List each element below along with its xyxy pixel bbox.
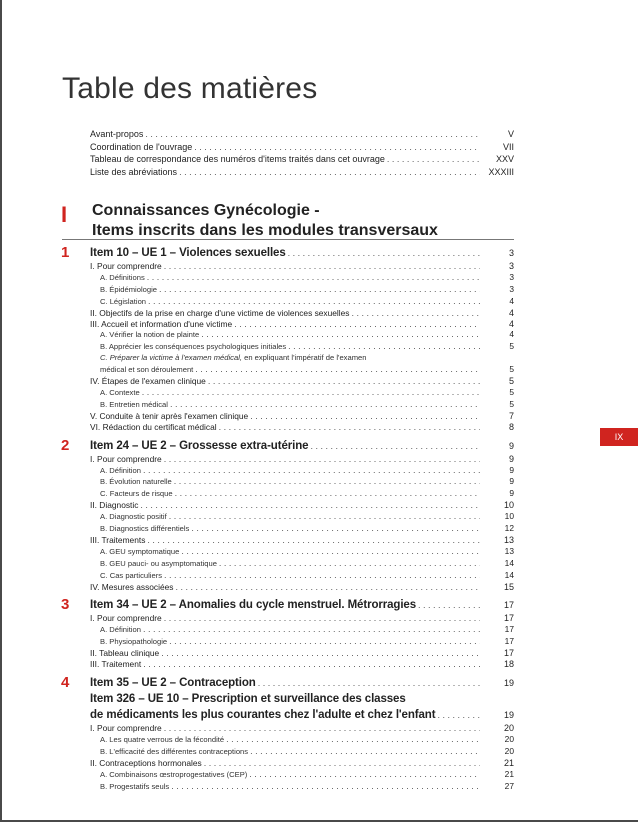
toc-entry-label: Item 10 – UE 1 – Violences sexuelles [90,247,286,259]
toc-entry-label: B. Progestatifs seuls [100,781,170,791]
toc-entry-page: XXV [495,154,514,165]
leader-dots [191,523,480,534]
toc-entry-label: A. Vérifier la notion de plainte [100,330,200,340]
toc-entry-continued [90,353,514,364]
toc-entry[interactable] [90,364,514,376]
toc-entry[interactable] [90,454,514,465]
leader-dots [195,364,480,375]
toc-entry[interactable] [90,296,514,308]
toc-entry-label: III. Traitements [90,534,146,545]
toc-entry-page: 18 [503,659,514,670]
toc-entry-page: 13 [503,534,514,545]
leader-dots [234,319,480,330]
toc-sections [61,244,514,797]
toc-entry-label: II. Tableau clinique [90,648,160,659]
toc-entry-label: Tableau de correspondance des numéros d'items traités dans cet ouvrage [90,154,385,165]
toc-entry-page: 20 [503,723,514,733]
toc-entry-label: A. Diagnostic positif [100,512,167,522]
toc-entry[interactable] [90,308,514,319]
toc-entry-page: 21 [504,768,514,779]
leader-dots [164,613,480,624]
toc-entry-label: Avant-propos [90,129,144,139]
toc-entry-label: B. Diagnostics différentiels [100,524,190,534]
toc-entry-page: 4 [508,307,514,318]
toc-entry-page: 5 [509,386,514,397]
toc-entry-label: III. Accueil et information d'une victime [90,318,233,329]
toc-entry-label: B. GEU pauci- ou asymptomatique [100,558,217,568]
toc-entry-page: 7 [508,410,514,421]
leader-dots [175,582,480,593]
section-gap [90,792,514,797]
toc-entry[interactable] [90,319,514,330]
toc-entry-page: 3 [508,261,514,271]
toc-entry[interactable] [90,153,514,166]
leader-dots [250,411,480,422]
section-number: 3 [61,596,70,614]
part-title-line1: Connaissances Gynécologie - [92,202,320,219]
toc-entry[interactable] [90,166,514,179]
section-number: 4 [61,674,70,691]
toc-entry-label: Item 24 – UE 2 – Grossesse extra-utérine [90,439,309,452]
toc-entry-label: de médicaments les plus courantes chez l'adulte et chez l'enfant [90,709,436,721]
toc-entry-label: A. Définition [100,465,141,475]
leader-dots [179,166,480,179]
section-number: 2 [61,436,70,454]
leader-dots [194,141,480,154]
leader-dots [169,636,480,647]
toc-entry-page: 9 [509,476,514,487]
leader-dots [418,597,480,613]
leader-dots [250,746,480,757]
leader-dots [310,438,480,454]
part-title-rule [62,239,514,240]
toc-section [61,674,514,792]
toc-entry-page: 21 [503,757,514,768]
toc-entry[interactable] [90,624,514,636]
toc-entry[interactable] [90,465,514,477]
toc-entry-label: B. L'efficacité des différentes contraceptions [100,746,249,756]
toc-entry-page: 9 [509,464,514,475]
toc-entry-page: 4 [509,329,514,340]
part-title-line2: Items inscrits dans les modules transversaux [92,222,438,239]
leader-dots [143,465,480,476]
toc-entry-label: VI. Rédaction du certificat médical [90,421,217,432]
leader-dots [147,272,480,283]
toc-entry-page: XXXIII [488,166,514,177]
toc-entry[interactable] [90,535,514,546]
toc-entry-label: II. Diagnostic [90,500,139,511]
page-number-tab: IX [600,428,638,446]
toc-entry[interactable] [90,261,514,272]
section-number: 1 [61,244,70,261]
toc-entry[interactable] [90,341,514,353]
toc-entry[interactable] [90,245,514,261]
leader-dots [169,511,480,522]
toc-entry[interactable] [90,707,514,723]
toc-entry-page: 4 [508,318,514,329]
toc-entry-label: A. Définitions [100,272,145,282]
toc-entry[interactable] [90,659,514,670]
leader-dots [161,648,480,659]
leader-dots [159,284,480,295]
toc-entry-label: A. Contexte [100,387,140,397]
leader-dots [204,758,480,769]
leader-dots [147,535,480,546]
toc-entry-page: 5 [509,341,514,352]
leader-dots [164,723,480,734]
toc-entry-page: 14 [504,569,514,580]
toc-entry-label: C. Cas particuliers [100,570,163,580]
toc-entry-label: I. Pour comprendre [90,261,162,271]
toc-entry[interactable] [90,387,514,399]
leader-dots [387,153,480,166]
toc-entry[interactable] [90,476,514,488]
toc-entry[interactable] [90,329,514,341]
toc-entry-page: 9 [508,440,514,451]
toc-entry-page: 17 [504,624,514,635]
toc-entry[interactable] [90,769,514,781]
leader-dots [208,376,480,387]
toc-entry-page: 3 [509,283,514,294]
toc-entry[interactable] [90,399,514,411]
toc-entry-label: III. Traitement [90,659,142,670]
toc-entry-page: 17 [503,613,514,624]
leader-dots [219,422,480,433]
toc-entry-label: Item 35 – UE 2 – Contraception [90,677,256,689]
toc-entry[interactable] [90,648,514,659]
toc-entry[interactable] [90,582,514,593]
toc-entry-page: 4 [509,295,514,306]
leader-dots [226,734,480,745]
toc-entry-page: 10 [504,511,514,522]
leader-dots [288,245,480,261]
toc-entry-page: 17 [503,600,514,611]
leader-dots [170,399,480,410]
toc-entry-label: Coordination de l'ouvrage [90,141,193,152]
leader-dots [164,454,480,465]
toc-entry[interactable] [90,141,514,154]
toc-entry-label: B. Physiopathologie [100,637,168,647]
page-title: Table des matières [62,72,318,105]
toc-entry-label: V. Conduite à tenir après l'examen clinique [90,410,249,421]
toc-entry[interactable] [90,636,514,648]
toc-entry-label: A. Les quatre verrous de la fécondité [100,734,225,744]
toc-entry[interactable] [90,411,514,422]
leader-dots [143,659,480,670]
toc-entry[interactable] [90,488,514,500]
leader-dots [175,488,480,499]
toc-entry[interactable] [90,523,514,535]
toc-entry[interactable] [90,422,514,433]
toc-entry-page: 9 [508,453,514,464]
toc-entry-label: Item 34 – UE 2 – Anomalies du cycle menstruel. Métrorragies [90,599,417,612]
toc-entry-emphasis: C. Préparer la victime à l'examen médical, [100,353,242,363]
toc-entry[interactable] [90,376,514,387]
toc-entry[interactable] [90,746,514,758]
leader-dots [201,329,480,340]
toc-entry[interactable] [90,546,514,558]
toc-entry-label: II. Contraceptions hormonales [90,757,202,768]
leader-dots [143,624,480,635]
leader-dots [140,500,480,511]
toc-entry[interactable] [90,558,514,570]
toc-entry-page: 19 [503,710,514,720]
toc-entry-page: 20 [504,745,514,756]
toc-entry-page: 3 [509,271,514,282]
toc-entry-page: 15 [503,581,514,592]
leader-dots [437,707,480,723]
toc-entry-label: IV. Étapes de l'examen clinique [90,376,206,387]
leader-dots [174,476,480,487]
toc-entry[interactable] [90,500,514,511]
toc-entry-label: I. Pour comprendre [90,723,162,733]
leader-dots [164,261,480,272]
toc-entry[interactable] [90,128,514,141]
toc-entry-label: I. Pour comprendre [90,613,162,624]
toc-entry-page: 27 [504,780,514,791]
front-matter-list [90,128,514,178]
toc-entry-page: V [507,129,514,139]
toc-entry[interactable] [90,734,514,746]
leader-dots [288,341,480,352]
part-title [92,201,438,241]
toc-entry-label: A. GEU symptomatique [100,546,180,556]
toc-entry-page: 17 [504,636,514,647]
toc-entry-label: B. Entretien médical [100,399,168,409]
toc-entry-rest: en expliquant l'impératif de l'examen [242,353,367,363]
toc-entry-label: A. Combinaisons œstroprogestatives (CEP) [100,769,248,779]
toc-entry-label: médical et son déroulement [100,365,194,375]
leader-dots [249,769,480,780]
part-number: I [61,202,68,227]
leader-dots [181,546,480,557]
leader-dots [142,387,480,398]
toc-entry[interactable] [90,438,514,454]
toc-section [61,596,514,670]
toc-entry-label: C. Législation [100,296,147,306]
leader-dots [164,570,480,581]
leader-dots [352,308,481,319]
toc-entry[interactable] [90,272,514,284]
toc-entry-page: 5 [509,364,514,375]
toc-entry-label: Liste des abréviations [90,166,178,177]
toc-entry-page: 9 [509,488,514,499]
toc-entry[interactable] [90,570,514,582]
leader-dots [145,128,480,141]
toc-entry-page: 3 [508,248,514,258]
toc-entry-page: 5 [508,376,514,387]
leader-dots [171,781,480,792]
toc-entry-label: IV. Mesures associées [90,581,174,592]
page-left-border [0,0,2,822]
toc-entry-label: C. Facteurs de risque [100,489,173,499]
leader-dots [258,675,480,691]
toc-entry[interactable] [90,691,514,707]
toc-entry-page: 5 [509,398,514,409]
toc-entry-label: B. Évolution naturelle [100,477,172,487]
toc-entry-page: 12 [504,523,514,534]
toc-entry-label: B. Épidémiologie [100,284,157,294]
toc-entry-page: 17 [503,648,514,659]
toc-entry[interactable] [90,781,514,793]
toc-entry-page: VII [502,141,514,152]
leader-dots [219,558,480,569]
toc-entry-page: 20 [504,733,514,744]
toc-entry-label: A. Définition [100,625,141,635]
toc-entry[interactable] [90,613,514,624]
toc-entry-page: 10 [503,500,514,511]
leader-dots [148,296,480,307]
toc-entry-page: 19 [503,678,514,688]
toc-entry[interactable] [90,597,514,613]
toc-section [61,244,514,433]
toc-entry-page: 14 [504,557,514,568]
toc-entry[interactable] [90,675,514,691]
toc-entry-page: 13 [504,545,514,556]
toc-entry-label: B. Apprécier les conséquences psychologiques initiales [100,342,287,352]
toc-entry[interactable] [90,511,514,523]
toc-entry-label: Item 326 – UE 10 – Prescription et surveillance des classes [90,693,406,705]
toc-entry-page: 8 [508,421,514,432]
toc-entry[interactable] [90,723,514,734]
toc-entry-label: I. Pour comprendre [90,453,162,464]
toc-entry-label: II. Objectifs de la prise en charge d'une victime de violences sexuelles [90,307,350,318]
toc-entry[interactable] [90,758,514,769]
toc-entry[interactable] [90,284,514,296]
toc-section [61,436,514,593]
